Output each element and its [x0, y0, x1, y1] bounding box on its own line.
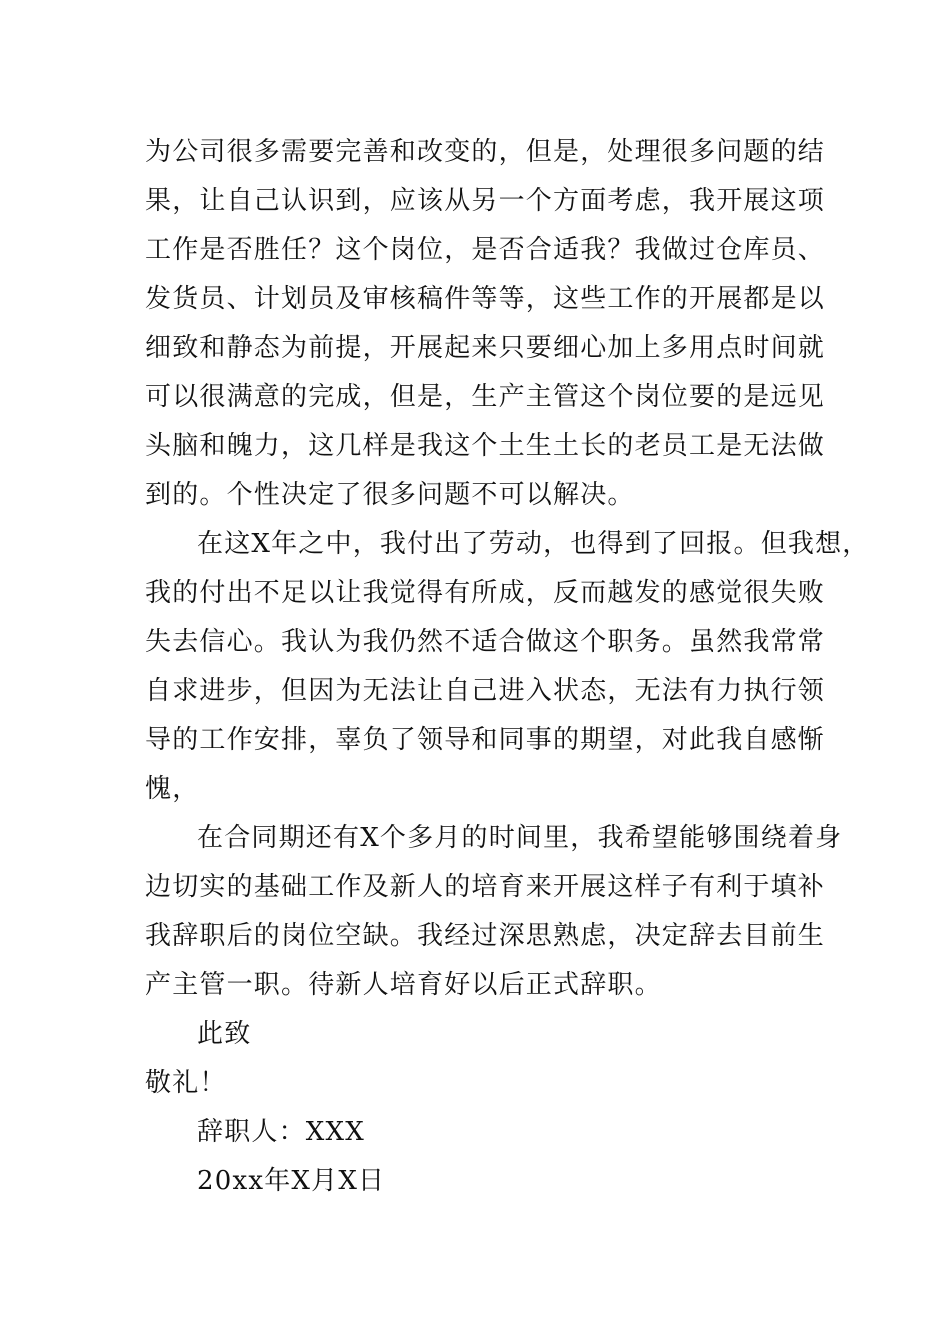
paragraph-3-line-3: 我辞职后的岗位空缺。我经过深思熟虑，决定辞去目前生 [145, 921, 826, 951]
paragraph-1-line-2: 果，让自己认识到，应该从另一个方面考虑，我开展这项 [145, 186, 826, 216]
letter-body [145, 128, 870, 1206]
paragraph-3-line-4: 产主管一职。待新人培育好以后正式辞职。 [145, 970, 662, 1000]
paragraph-2-line-3: 失去信心。我认为我仍然不适合做这个职务。虽然我常常 [145, 627, 826, 657]
paragraph-2-line-1: 在这X年之中，我付出了劳动，也得到了回报。但我想， [197, 529, 870, 559]
paragraph-2-line-2: 我的付出不足以让我觉得有所成，反而越发的感觉很失败 [145, 578, 826, 608]
signer-line: 辞职人：XXX [197, 1117, 365, 1147]
paragraph-1-line-3: 工作是否胜任？这个岗位，是否合适我？我做过仓库员、 [145, 235, 826, 265]
closing-salutation: 此致 [197, 1019, 252, 1049]
date-line: 20xx年X月X日 [197, 1166, 386, 1196]
paragraph-3-line-2: 边切实的基础工作及新人的培育来开展这样子有利于填补 [145, 872, 826, 902]
paragraph-2-line-5: 导的工作安排，辜负了领导和同事的期望，对此我自感惭 [145, 725, 826, 755]
paragraph-1-line-1: 为公司很多需要完善和改变的，但是，处理很多问题的结 [145, 137, 826, 167]
paragraph-2-line-6: 愧， [145, 774, 200, 804]
paragraph-1-line-4: 发货员、计划员及审核稿件等等，这些工作的开展都是以 [145, 284, 826, 314]
paragraph-1-line-6: 可以很满意的完成，但是，生产主管这个岗位要的是远见 [145, 382, 826, 412]
closing-regards: 敬礼！ [145, 1068, 227, 1098]
paragraph-1-line-5: 细致和静态为前提，开展起来只要细心加上多用点时间就 [145, 333, 826, 363]
paragraph-1-line-7: 头脑和魄力，这几样是我这个土生土长的老员工是无法做 [145, 431, 826, 461]
paragraph-3-line-1: 在合同期还有X个多月的时间里，我希望能够围绕着身 [197, 823, 843, 853]
paragraph-2-line-4: 自求进步，但因为无法让自己进入状态，无法有力执行领 [145, 676, 826, 706]
paragraph-1-line-8: 到的。个性决定了很多问题不可以解决。 [145, 480, 635, 510]
